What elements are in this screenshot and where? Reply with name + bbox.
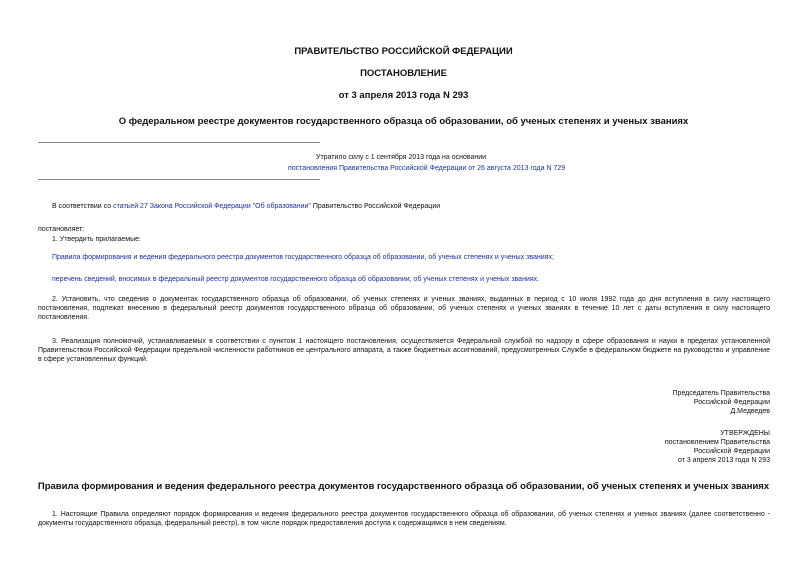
notice-bottom-rule bbox=[38, 179, 320, 180]
approval-country: Российской Федерации bbox=[693, 448, 770, 455]
approval-by: постановлением Правительства bbox=[664, 439, 770, 446]
notice-link[interactable]: постановления Правительства Российской Федерации от 26 августа 2013 года N 729 bbox=[288, 165, 566, 172]
government-heading: ПРАВИТЕЛЬСТВО РОССИЙСКОЙ ФЕДЕРАЦИИ bbox=[294, 46, 513, 57]
item-1: 1. Утвердить прилагаемые: bbox=[52, 236, 141, 243]
signature-position: Председатель Правительства bbox=[672, 390, 770, 397]
item-3: 3. Реализация полномочий, устанавливаемых в соответствии с пунктом 1 настоящего постановления, осуществляется Федеральной службой по надзору в сфере образования и науки в пределах установленной Правительством Российской Федерации предельной численности работников ее центрального аппарата, а также бюджетных ассигнований, предусмотренных Службе в федеральном бюджете на руководство и управление в сфере установленных функций. bbox=[38, 338, 770, 363]
signature-block bbox=[673, 389, 770, 416]
notice-text: Утратило силу с 1 сентября 2013 года на основании bbox=[316, 154, 487, 161]
document-type: ПОСТАНОВЛЕНИЕ bbox=[360, 68, 447, 79]
intro-paragraph bbox=[52, 202, 440, 211]
signature-country: Российской Федерации bbox=[693, 399, 770, 406]
document-date-number: от 3 апреля 2013 года N 293 bbox=[338, 90, 469, 101]
approval-label: УТВЕРЖДЕНЫ bbox=[720, 430, 770, 437]
rules-item-1: 1. Настоящие Правила определяют порядок формирования и ведения федерального реестра документов государственного образца об образовании, об ученых степенях и ученых званиях (далее соответственно - документы государственного образца, федеральный реестр), в том числе порядок предоставления доступа к содержащимся в нем сведениям. bbox=[38, 511, 770, 527]
document-title: О федеральном реестре документов государственного образца об образовании, об ученых степенях и ученых званиях bbox=[118, 116, 689, 127]
intro-prefix: В соответствии со bbox=[52, 203, 114, 210]
approval-date: от 3 апреля 2013 года N 293 bbox=[677, 457, 770, 464]
approval-block bbox=[665, 429, 770, 465]
decrees-text: постановляет: bbox=[38, 226, 85, 233]
list-link[interactable]: перечень сведений, вносимых в федеральный реестр документов государственного образца об образовании, об ученых степенях и ученых званиях. bbox=[52, 276, 540, 283]
notice-top-rule bbox=[38, 142, 320, 143]
law-link[interactable]: статьей 27 Закона Российской Федерации "Об образовании" bbox=[113, 203, 311, 210]
intro-suffix: Правительство Российской Федерации bbox=[310, 203, 441, 210]
rules-link[interactable]: Правила формирования и ведения федерального реестра документов государственного образца об образовании, об ученых степенях и ученых званиях; bbox=[52, 254, 554, 261]
rules-title: Правила формирования и ведения федерального реестра документов государственного образца об образовании, об ученых степенях и ученых званиях bbox=[37, 481, 770, 492]
item-2: 2. Установить, что сведения о документах государственного образца об образовании, об ученых степенях и ученых званиях, выданных в период с 10 июля 1992 года до дня вступления в силу настоящего постановления, подлежат внесению в федеральный реестр документов государственного образца об образовании, об ученых степенях и ученых званиях в течение 10 лет с даты вступления в силу настоящего постановления. bbox=[38, 296, 770, 321]
signature-name: Д.Медведев bbox=[730, 408, 770, 415]
